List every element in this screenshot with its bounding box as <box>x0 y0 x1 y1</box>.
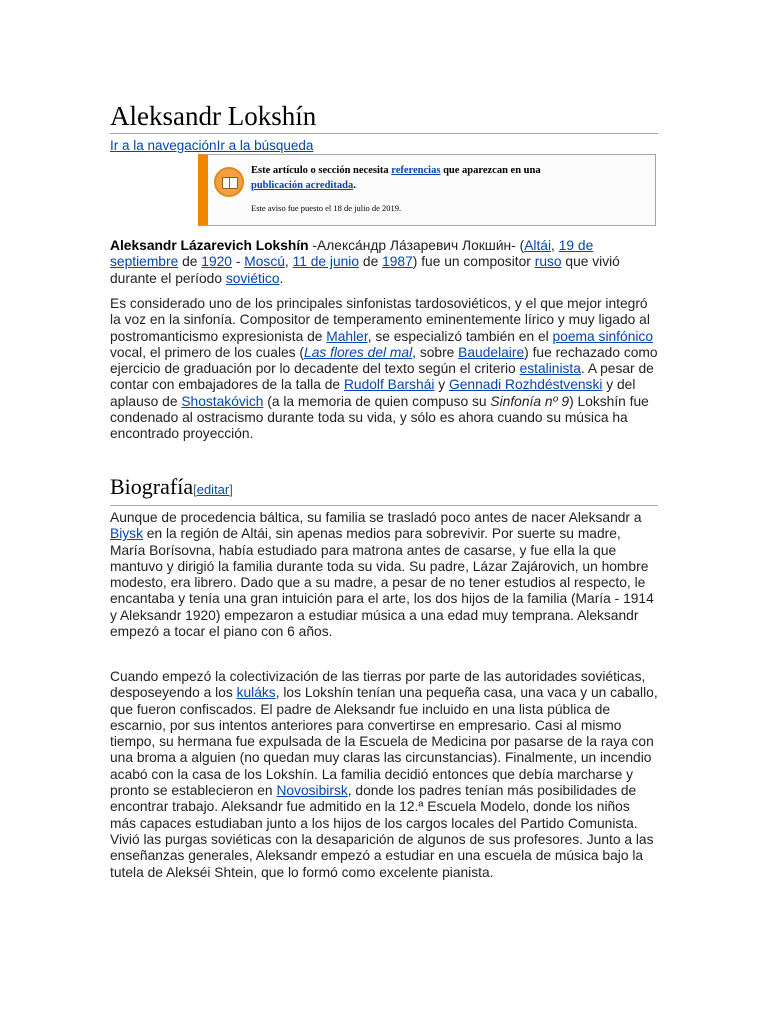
kulaks-link[interactable]: kuláks <box>236 685 276 701</box>
book-icon <box>214 167 244 197</box>
sovietico-link[interactable]: soviético <box>225 270 280 286</box>
birth-date-link[interactable]: 19 de septiembre <box>110 238 594 270</box>
rudolf-barshai-link[interactable]: Rudolf Barshái <box>343 377 435 393</box>
altai-link[interactable]: Altái <box>524 238 552 253</box>
section-heading-biografia: Biografía[editar] <box>110 474 658 506</box>
gennadi-rozhdestvenski-link[interactable]: Gennadi Rozhdéstvenski <box>449 377 603 393</box>
notice-message: Este artículo o sección necesita referencias que aparezcan en una publicación acreditada. <box>251 165 541 191</box>
baudelaire-link[interactable]: Baudelaire <box>458 344 525 360</box>
summary-paragraph: Es considerado uno de los principales sinfonistas tardosoviéticos, y el que mejor integró la voz en la sinfonía. Compositor de temperamento eminentemente lírico y muy ligado al postromanticismo expresionista de Mahler, se especializó también en el poema sinfónico vocal, el primero de los cuales (Las flores del mal, sobre Baudelaire) fue rechazado como ejercicio de graduación por lo decadente del texto según el criterio estalinista. A pesar de contar con embajadores de la talla de Rudolf Barshái y Gennadi Rozhdéstvenski y del aplauso de Shostakóvich (a la memoria de quien compuso su Sinfonía nº 9) Lokshín fue condenado al ostracismo durante toda su vida, y sólo es ahora cuando su música ha encontrado proyección. <box>110 296 658 442</box>
novosibirsk-link[interactable]: Novosibirsk <box>276 783 348 799</box>
edit-section: [editar] <box>193 482 233 497</box>
page-title: Aleksandr Lokshín <box>110 101 658 134</box>
year-1987-link[interactable]: 1987 <box>382 254 413 270</box>
death-date-link[interactable]: 11 de junio <box>292 254 360 270</box>
references-notice-box <box>198 154 656 226</box>
notice-date: Este aviso fue puesto el 18 de julio de 2019. <box>251 203 402 213</box>
las-flores-del-mal-link[interactable]: Las flores del mal <box>304 344 413 360</box>
estalinista-link[interactable]: estalinista <box>519 361 581 377</box>
subject-name: Aleksandr Lázarevich Lokshín <box>110 238 309 253</box>
biography-paragraph-1: Aunque de procedencia báltica, su familia se trasladó poco antes de nacer Aleksandr a Biysk en la región de Altái, sin apenas medios para sobrevivir. Por suerte su madre, María Borísovna, había estudiado para matrona antes de casarse, y fue ella la que mantuvo y dirigió la familia durante toda su vida. Su padre, Lázar Zajárovich, un hombre modesto, era librero. Dado que a su madre, a pesar de no tener estudios al respecto, le encantaba y tenía una gran intuición para el arte, los dos hijos de la familia (María - 1914 y Aleksandr 1920) empezaron a estudiar música a una edad muy temprana. Aleksandr empezó a tocar el piano con 6 años. <box>110 510 654 640</box>
skip-links <box>110 137 313 154</box>
sinfonia-title: Sinfonía nº 9 <box>490 393 570 409</box>
year-1920-link[interactable]: 1920 <box>201 254 232 270</box>
mahler-link[interactable]: Mahler <box>326 328 368 344</box>
referencias-link[interactable]: referencias <box>391 165 441 176</box>
biysk-link[interactable]: Biysk <box>110 526 143 542</box>
biography-paragraph-2: Cuando empezó la colectivización de las tierras por parte de las autoridades soviéticas, desposeyendo a los kuláks, los Lokshín tenían una pequeña casa, una vaca y un caballo, que fueron confiscados. El padre de Aleksandr fue incluido en una lista pública de escarnio, por sus intentos anteriores para convertirse en empresario. Casi al mismo tiempo, su hermana fue expulsada de la Escuela de Medicina por pasarse de la raya con una broma a alguien (no quedan muy claras las circunstancias). Finalmente, un incendio acabó con la casa de los Lokshín. La familia decidió entonces que debía marcharse y pronto se establecieron en Novosibirsk, donde los padres tenían más posibilidades de encontrar trabajo. Aleksandr fue admitido en la 12.ª Escuela Modelo, donde los niños más capaces estudiaban junto a los hijos de los cargos locales del Partido Comunista. Vivió las purgas soviéticas con la desaparición de algunos de sus profesores. Junto a las enseñanzas generales, Aleksandr empezó a estudiar en una escuela de música bajo la tutela de Alekséi Shtein, que lo formó como excelente pianista. <box>110 669 658 880</box>
poema-sinfonico-link[interactable]: poema sinfónico <box>552 328 654 344</box>
skip-to-navigation-link[interactable]: Ir a la navegación <box>110 138 217 153</box>
shostakovich-link[interactable]: Shostakóvich <box>181 393 264 409</box>
edit-section-link[interactable]: editar <box>196 482 230 497</box>
ruso-link[interactable]: ruso <box>534 254 562 270</box>
publicacion-acreditada-link[interactable]: publicación acreditada <box>251 180 354 191</box>
intro-paragraph: Aleksandr Lázarevich Lokshín -Алекса́ндр Ла́заревич Локши́н- (Altái, 19 de septiembre de 1920 - Moscú, 11 de junio de 1987) fue un compositor ruso que vivió durante el período soviético. <box>110 238 620 286</box>
moscu-link[interactable]: Moscú <box>244 254 285 270</box>
skip-to-search-link[interactable]: Ir a la búsqueda <box>216 138 314 153</box>
